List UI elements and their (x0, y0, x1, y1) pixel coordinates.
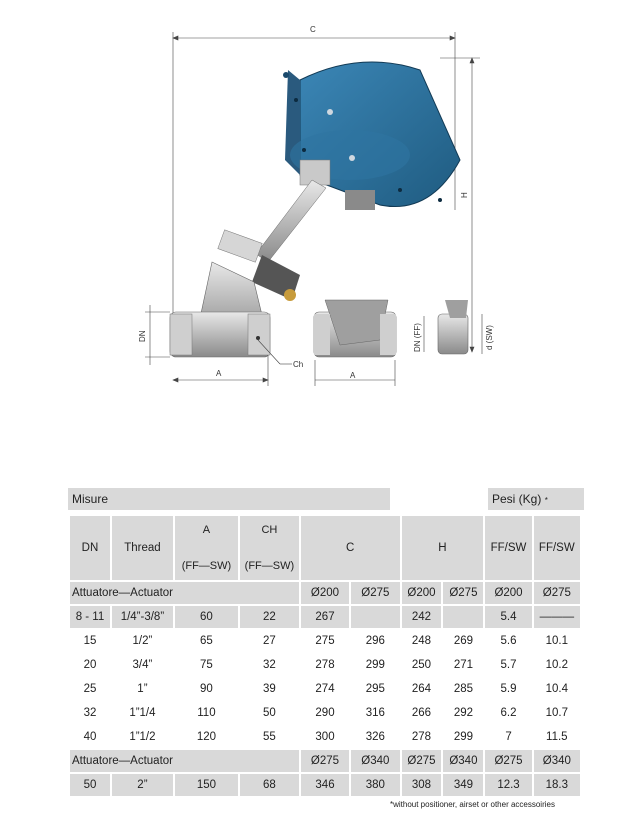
cell-w2: 10.2 (534, 654, 580, 676)
pesi-header (488, 488, 584, 510)
cell-thread: 3/4” (112, 654, 173, 676)
cell-dn: 8 - 11 (70, 606, 110, 628)
col-weight2-header: FF/SW (534, 516, 580, 580)
cell-w2: 18.3 (534, 774, 580, 796)
cell-dn: 32 (70, 702, 110, 724)
cell-c2: 380 (351, 774, 399, 796)
misure-header (68, 488, 390, 510)
dim-h-label: H (460, 192, 469, 198)
cell-c2: 295 (351, 678, 399, 700)
table-row (70, 678, 580, 700)
cell-thread: 1”1/4 (112, 702, 173, 724)
table-row (70, 774, 580, 796)
cell-a: 150 (175, 774, 238, 796)
col-ch-header (240, 516, 299, 580)
cell-h1: 250 (402, 654, 442, 676)
valve-section-right (438, 300, 468, 354)
act2-h1: Ø275 (402, 750, 442, 772)
cell-ch: 22 (240, 606, 299, 628)
cell-ch: 39 (240, 678, 299, 700)
cell-a: 65 (175, 630, 238, 652)
col-c-header: C (301, 516, 400, 580)
col-thread-header: Thread (112, 516, 173, 580)
act2-w2: Ø340 (534, 750, 580, 772)
cell-c1: 278 (301, 654, 349, 676)
cell-a: 120 (175, 726, 238, 748)
cell-h1: 264 (402, 678, 442, 700)
cell-h2: 292 (443, 702, 483, 724)
act2-h2: Ø340 (443, 750, 483, 772)
cell-w1: 12.3 (485, 774, 531, 796)
cell-ch: 55 (240, 726, 299, 748)
cell-a: 60 (175, 606, 238, 628)
cell-dn: 40 (70, 726, 110, 748)
pesi-mark: * (544, 496, 548, 505)
cell-w1: 5.4 (485, 606, 531, 628)
cell-dn: 25 (70, 678, 110, 700)
cell-w2: 11.5 (534, 726, 580, 748)
dim-ch-label: Ch (293, 360, 304, 369)
cell-c2: 316 (351, 702, 399, 724)
cell-thread: 1”1/2 (112, 726, 173, 748)
dimensions-table (68, 514, 582, 798)
table-row (70, 702, 580, 724)
cell-c1: 290 (301, 702, 349, 724)
cell-h1: 308 (402, 774, 442, 796)
header-row (70, 516, 580, 580)
table-row (70, 630, 580, 652)
cell-w2: 10.4 (534, 678, 580, 700)
col-weight1-header: FF/SW (485, 516, 531, 580)
dim-dn-ff-label: DN (FF) (413, 323, 422, 352)
cell-h2: 269 (443, 630, 483, 652)
act1-c2: Ø275 (351, 582, 399, 604)
cell-w1: 7 (485, 726, 531, 748)
cell-h2: 299 (443, 726, 483, 748)
cell-dn: 15 (70, 630, 110, 652)
act1-w2: Ø275 (534, 582, 580, 604)
cell-h1: 248 (402, 630, 442, 652)
cell-w1: 5.9 (485, 678, 531, 700)
cell-ch: 50 (240, 702, 299, 724)
act1-h1: Ø200 (402, 582, 442, 604)
cell-w1: 5.6 (485, 630, 531, 652)
cell-ch: 32 (240, 654, 299, 676)
dim-c-label: C (310, 25, 316, 34)
table-row (70, 726, 580, 748)
cell-w2: 10.1 (534, 630, 580, 652)
cell-ch: 68 (240, 774, 299, 796)
cell-ch: 27 (240, 630, 299, 652)
cell-w2: 10.7 (534, 702, 580, 724)
cell-h2: 349 (443, 774, 483, 796)
cell-c2: 326 (351, 726, 399, 748)
cell-thread: 1/2” (112, 630, 173, 652)
act1-h2: Ø275 (443, 582, 483, 604)
dim-a-right-label: A (350, 371, 356, 380)
cell-c1: 274 (301, 678, 349, 700)
col-ch-sub: (FF—SW) (244, 560, 295, 572)
pesi-title: Pesi (Kg) (492, 492, 542, 506)
misure-title: Misure (72, 492, 109, 506)
cell-thread: 1” (112, 678, 173, 700)
cell-w1: 6.2 (485, 702, 531, 724)
actuator-label-1: Attuatore—Actuator (70, 582, 299, 604)
cell-h2 (443, 606, 483, 628)
act1-w1: Ø200 (485, 582, 531, 604)
cell-c1: 300 (301, 726, 349, 748)
actuator-row-2 (70, 750, 580, 772)
valve-section-middle (314, 300, 396, 357)
cell-thread: 2” (112, 774, 173, 796)
cell-h2: 271 (443, 654, 483, 676)
col-a-title: A (202, 524, 211, 536)
act2-c1: Ø275 (301, 750, 349, 772)
actuator-row-1 (70, 582, 580, 604)
cell-c1: 267 (301, 606, 349, 628)
dim-a-left-label: A (216, 369, 222, 378)
cell-h1: 242 (402, 606, 442, 628)
actuator-label-2: Attuatore—Actuator (70, 750, 299, 772)
col-dn-header: DN (70, 516, 110, 580)
cell-c2 (351, 606, 399, 628)
cell-dn: 20 (70, 654, 110, 676)
dim-dn-label: DN (138, 330, 147, 342)
cell-c1: 346 (301, 774, 349, 796)
cell-h2: 285 (443, 678, 483, 700)
cell-a: 90 (175, 678, 238, 700)
act2-w1: Ø275 (485, 750, 531, 772)
cell-c1: 275 (301, 630, 349, 652)
footnote: *without positioner, airset or other accessoiries (390, 800, 555, 809)
cell-dn: 50 (70, 774, 110, 796)
table-row (70, 606, 580, 628)
col-a-header (175, 516, 238, 580)
table-row (70, 654, 580, 676)
cell-thread: 1/4”-3/8” (112, 606, 173, 628)
cell-h1: 278 (402, 726, 442, 748)
act2-c2: Ø340 (351, 750, 399, 772)
cell-a: 110 (175, 702, 238, 724)
col-h-header: H (402, 516, 484, 580)
cell-h1: 266 (402, 702, 442, 724)
col-a-sub: (FF—SW) (181, 560, 232, 572)
cell-w1: 5.7 (485, 654, 531, 676)
cell-w2: ——— (534, 606, 580, 628)
cell-c2: 299 (351, 654, 399, 676)
cell-a: 75 (175, 654, 238, 676)
col-ch-title: CH (261, 524, 278, 536)
act1-c1: Ø200 (301, 582, 349, 604)
cell-c2: 296 (351, 630, 399, 652)
dim-d-sw-label: d (SW) (485, 325, 494, 350)
